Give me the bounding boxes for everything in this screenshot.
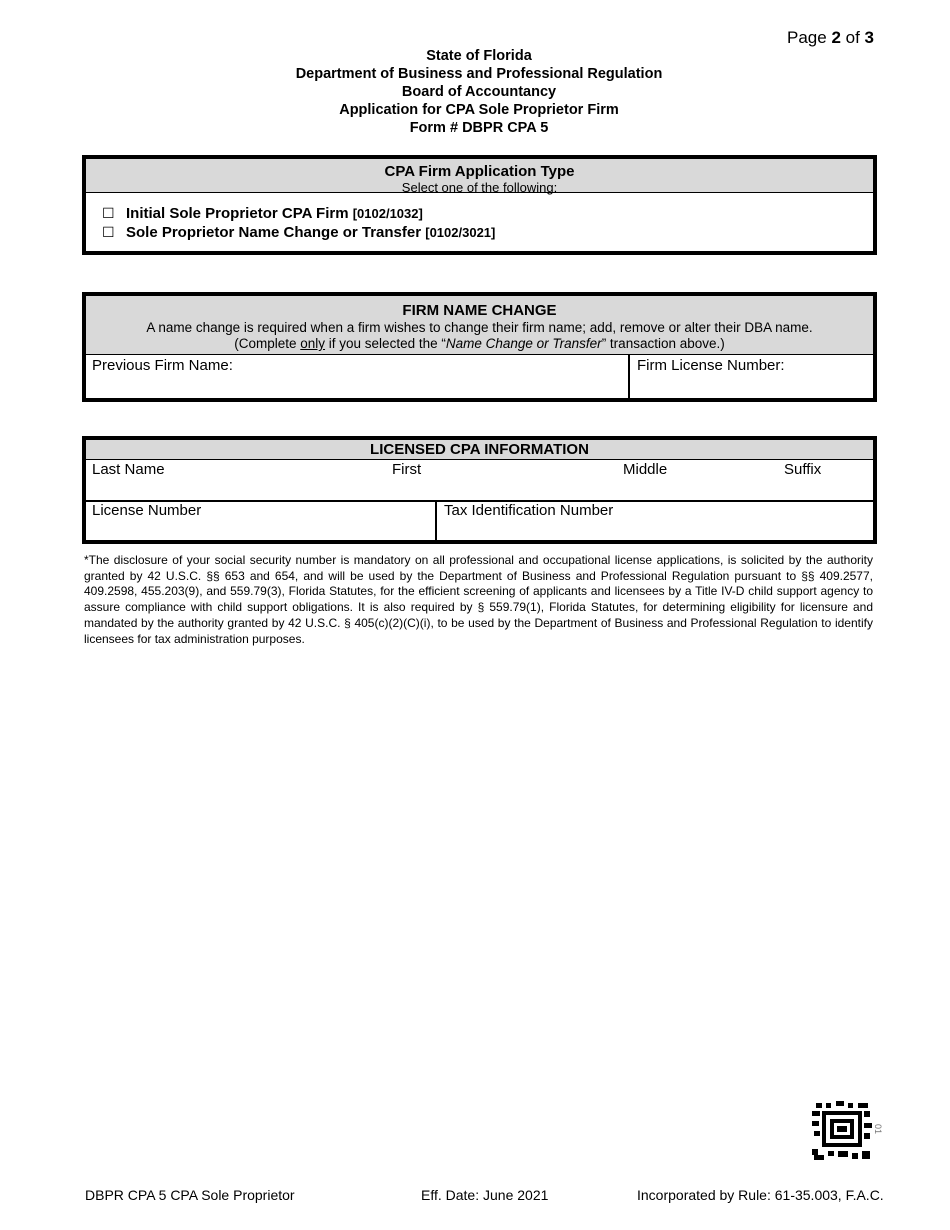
option-initial[interactable]: ☐ Initial Sole Proprietor CPA Firm [0102/1032]: [102, 205, 423, 222]
license-number-field[interactable]: License Number: [92, 502, 202, 519]
page-number: Page 2 of 3: [787, 28, 874, 47]
footer-rule: Incorporated by Rule: 61-35.003, F.A.C.: [637, 1187, 884, 1203]
firm-license-number-field[interactable]: Firm License Number:: [637, 357, 785, 374]
barcode-number: 01: [873, 1123, 884, 1135]
section-subtitle: Select one of the following:: [401, 180, 558, 195]
header-line: Board of Accountancy: [401, 84, 557, 100]
footer-eff-date: Eff. Date: June 2021: [421, 1187, 549, 1203]
checkbox[interactable]: ☐: [102, 205, 115, 221]
header-line: Application for CPA Sole Proprietor Firm: [339, 102, 619, 118]
application-type-section: [82, 155, 877, 255]
section-note: (Complete only if you selected the “Name Change or Transfer” transaction above.): [234, 336, 725, 351]
middle-name-field[interactable]: Middle: [623, 461, 668, 478]
form-header: [0, 47, 950, 137]
suffix-field[interactable]: Suffix: [784, 461, 822, 478]
tax-id-field[interactable]: Tax Identification Number: [444, 502, 614, 519]
last-name-field[interactable]: Last Name: [92, 461, 165, 478]
header-line: Department of Business and Professional Regulation: [295, 66, 663, 82]
ssn-disclosure: *The disclosure of your social security number is mandatory on all professional and occupational license applications, is solicited by the authority granted by 42 U.S.C. §§ 653 and 654, and will be used by the Department of Business and Professional Regulation pursuant to §§ 409.2577, 409.2598, 455.203(9), and 559.79(3), Florida Statutes, for the efficient screening of applicants and licensees by a Title IV-D child support agency to assure compliance with child support obligations. It is also required by § 559.79(1), Florida Statutes, for determining eligibility for licensure and mandated by the authority granted by 42 U.S.C. § 405(c)(2)(C)(i), to be used by the Department of Business and Professional Regulation to identify licensees for tax administration purposes.: [84, 553, 873, 646]
option-name-change[interactable]: ☐ Sole Proprietor Name Change or Transfer [0102/3021]: [102, 224, 496, 241]
section-title: LICENSED CPA INFORMATION: [86, 440, 873, 460]
previous-firm-name-field[interactable]: Previous Firm Name:: [92, 357, 233, 374]
checkbox[interactable]: ☐: [102, 224, 115, 240]
section-title: CPA Firm Application Type: [384, 163, 575, 180]
footer-form-name: DBPR CPA 5 CPA Sole Proprietor: [85, 1187, 295, 1203]
header-line: State of Florida: [426, 48, 532, 64]
header-line: Form # DBPR CPA 5: [409, 120, 549, 136]
first-name-field[interactable]: First: [392, 461, 422, 478]
firm-name-change-section: [82, 292, 877, 402]
licensed-cpa-section: [82, 436, 877, 544]
section-title: FIRM NAME CHANGE: [402, 302, 557, 319]
section-description: A name change is required when a firm wishes to change their firm name; add, remove or alter their DBA name.: [146, 320, 813, 335]
barcode-icon: [812, 1101, 872, 1161]
